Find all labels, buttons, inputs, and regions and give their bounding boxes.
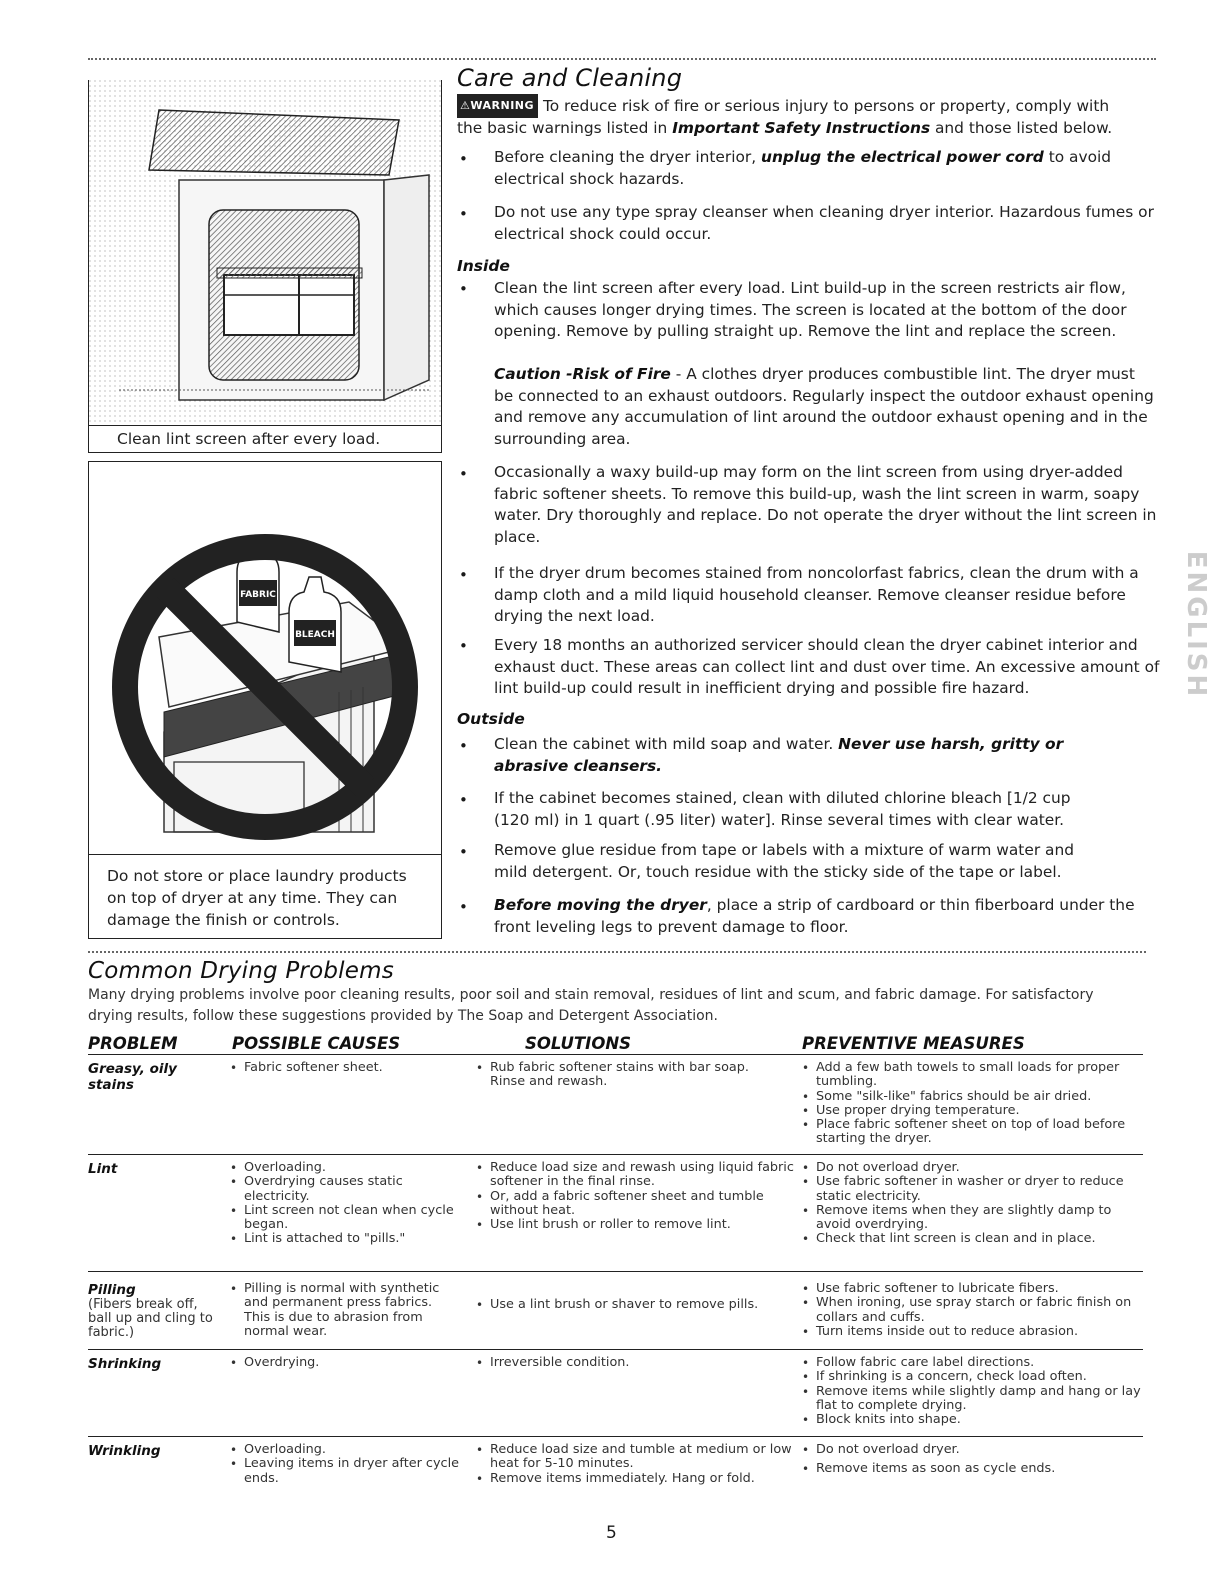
causes-greasy [230,1061,460,1075]
solution-item: • Reduce load size and rewash using liquid fabric softener in the final rinse. [476,1161,796,1190]
table-row-rule [88,1349,1143,1350]
causes-shrinking [230,1356,460,1370]
cause-item: • Lint is attached to "pills." [230,1232,455,1246]
care-cleaning-title: Care and Cleaning [457,64,683,92]
table-row-rule [88,1154,1143,1155]
solution-item: • Or, add a fabric softener sheet and tumble without heat. [476,1190,796,1219]
measure-item: • Do not overload dryer. [802,1161,1137,1175]
no-storage-caption: Do not store or place laundry products on top of dryer at any time. They can damage the finish or controls. [89,854,441,931]
warning-badge: ⚠WARNING [457,94,538,118]
solutions-shrinking [476,1356,796,1370]
outside-heading: Outside [457,710,525,728]
warning-safety-link-text: Important Safety Instructions [672,118,931,137]
measure-item: • When ironing, use spray starch or fabric finish on collars and cuffs. [802,1296,1137,1325]
cabinet-clean-instruction: Clean the cabinet with mild soap and water. Never use harsh, gritty or abrasive cleansers. [494,735,1064,775]
warning-text-end: and those listed below. [930,118,1113,137]
solution-item: • Reduce load size and tumble at medium or low heat for 5-10 minutes. [476,1443,801,1472]
drum-stain-instruction: If the dryer drum becomes stained from noncolorfast fabrics, clean the drum with a damp cloth and a mild liquid household cleanser. Remove cleanser residue before drying the next load. [494,564,1139,625]
col-header-causes: POSSIBLE CAUSES [232,1034,401,1053]
caution-fire-paragraph: Caution -Risk of Fire - A clothes dryer produces combustible lint. The dryer must be connected to an exhaust outdoors. Regularly inspect the outdoor exhaust opening and remove any accumulation of lint around the outdoor exhaust opening and in the surrounding area. [494,365,1154,448]
warning-paragraph [457,94,1137,139]
measures-greasy [802,1061,1137,1147]
col-header-problem: PROBLEM [88,1034,178,1053]
solutions-lint [476,1161,796,1232]
measure-item: • Remove items while slightly damp and hang or lay flat to complete drying. [802,1385,1142,1414]
bullet: • [459,150,468,168]
col-header-measures: PREVENTIVE MEASURES [802,1034,1025,1053]
solutions-wrinkling [476,1443,801,1486]
cause-item: • Overdrying. [230,1356,460,1370]
warning-text: To reduce risk of fire or serious injury to persons or property, comply with the basic warnings listed in [457,97,1110,137]
measure-item: • Remove items as soon as cycle ends. [802,1462,1137,1476]
cause-item: • Overloading. [230,1443,460,1457]
measure-item: • Turn items inside out to reduce abrasion. [802,1325,1137,1339]
inside-lint-screen-instruction: Clean the lint screen after every load. Lint build-up in the screen restricts air flow, which causes longer drying times. The screen is located at the bottom of the door opening. Remove by pulling straight up. Remove the lint and replace the screen. [494,279,1127,340]
inside-heading: Inside [457,257,510,275]
lint-screen-caption: Clean lint screen after every load. [89,425,441,450]
measures-lint [802,1161,1137,1247]
measure-item: • Place fabric softener sheet on top of load before starting the dryer. [802,1118,1137,1147]
table-row-rule [88,1271,1143,1272]
section-divider [88,951,1146,953]
col-header-solutions: SOLUTIONS [525,1034,632,1053]
bullet: • [459,566,468,584]
measure-item: • Use proper drying temperature. [802,1104,1137,1118]
cause-item: • Lint screen not clean when cycle began. [230,1204,455,1233]
bullet: • [459,791,468,809]
table-header-rule [88,1054,1143,1055]
cause-item: • Pilling is normal with synthetic and permanent press fabrics. This is due to abrasion from normal wear. [230,1282,460,1339]
measure-item: • If shrinking is a concern, check load often. [802,1370,1142,1384]
causes-wrinkling [230,1443,460,1486]
cabinet-stain-instruction: If the cabinet becomes stained, clean with diluted chlorine bleach [1/2 cup (120 ml) in 1 quart (.95 liter) water]. Rinse several times with clear water. [494,789,1071,829]
solution-item: • Use a lint brush or shaver to remove pills. [476,1298,796,1312]
problem-pilling: Pilling [88,1282,136,1298]
measure-item: • Remove items when they are slightly damp to avoid overdrying. [802,1204,1137,1233]
measure-item: • Block knits into shape. [802,1413,1142,1427]
drying-problems-intro: Many drying problems involve poor cleaning results, poor soil and stain removal, residues of lint and scum, and fabric damage. For satisfactory drying results, follow these suggestions provided by The Soap and Detergent Association. [88,987,1094,1024]
unplug-instruction: Before cleaning the dryer interior, unplug the electrical power cord to avoid electrical shock hazards. [494,148,1112,188]
measure-item: • Check that lint screen is clean and in place. [802,1232,1137,1246]
bullet: • [459,898,468,916]
lint-screen-figure [88,80,442,453]
bleach-bottle-label: BLEACH [295,630,335,640]
table-row-rule [88,1436,1143,1437]
measures-wrinkling [802,1443,1137,1477]
moving-dryer-instruction: Before moving the dryer, place a strip of cardboard or thin fiberboard under the front leveling legs to prevent damage to floor. [494,896,1135,936]
problem-greasy-stains: Greasy, oily stains [88,1061,177,1093]
pilling-note: (Fibers break off, ball up and cling to fabric.) [88,1297,213,1340]
bullet: • [459,465,468,483]
glue-residue-instruction: Remove glue residue from tape or labels with a mixture of warm water and mild detergent. Or, touch residue with the sticky side of the tape or label. [494,841,1074,881]
measure-item: • Do not overload dryer. [802,1443,1137,1457]
no-laundry-products-on-dryer-illustration [89,462,441,852]
waxy-buildup-instruction: Occasionally a waxy build-up may form on the lint screen from using dryer-added fabric softener sheets. To remove this build-up, wash the lint screen in warm, soapy water. Dry thoroughly and replace. Do not operate the dryer without the lint screen in place. [494,463,1157,546]
cause-item: • Overloading. [230,1161,455,1175]
solution-item: • Remove items immediately. Hang or fold. [476,1472,801,1486]
page-number: 5 [606,1523,617,1543]
bullet: • [459,205,468,223]
solution-item: • Rub fabric softener stains with bar soap. Rinse and rewash. [476,1061,786,1090]
servicer-instruction: Every 18 months an authorized servicer should clean the dryer cabinet interior and exhaust duct. These areas can collect lint and dust over time. An excessive amount of lint build-up could result in inefficient drying and possible fire hazard. [494,636,1160,697]
language-side-tab [1178,535,1211,715]
causes-pilling [230,1282,460,1339]
drying-problems-title: Common Drying Problems [88,958,394,984]
measures-shrinking [802,1356,1142,1427]
problem-shrinking: Shrinking [88,1356,162,1372]
measure-item: • Use fabric softener to lubricate fibers. [802,1282,1137,1296]
bullet: • [459,843,468,861]
cause-item: • Overdrying causes static electricity. [230,1175,455,1204]
bullet: • [459,637,468,655]
bullet: • [459,737,468,755]
solution-item: • Use lint brush or roller to remove lint. [476,1218,796,1232]
measure-item: • Follow fabric care label directions. [802,1356,1142,1370]
measures-pilling [802,1282,1137,1339]
measure-item: • Some "silk-like" fabrics should be air dried. [802,1090,1137,1104]
no-storage-figure [88,461,442,939]
solutions-pilling [476,1298,796,1312]
problem-lint: Lint [88,1161,118,1177]
no-spray-cleanser-instruction: Do not use any type spray cleanser when cleaning dryer interior. Hazardous fumes or electrical shock could occur. [494,203,1154,243]
bullet: • [459,280,468,298]
cause-item: • Fabric softener sheet. [230,1061,460,1075]
language-side-tab-label: ENGLISH [1181,550,1211,700]
problem-wrinkling: Wrinkling [88,1443,161,1459]
fabric-bottle-label: FABRIC [240,590,276,600]
measure-item: • Use fabric softener in washer or dryer to reduce static electricity. [802,1175,1137,1204]
solutions-greasy [476,1061,786,1090]
cause-item: • Leaving items in dryer after cycle ends. [230,1457,460,1486]
dryer-lint-screen-illustration [89,80,441,425]
top-divider [88,58,1156,60]
causes-lint [230,1161,455,1247]
measure-item: • Add a few bath towels to small loads for proper tumbling. [802,1061,1137,1090]
solution-item: • Irreversible condition. [476,1356,796,1370]
